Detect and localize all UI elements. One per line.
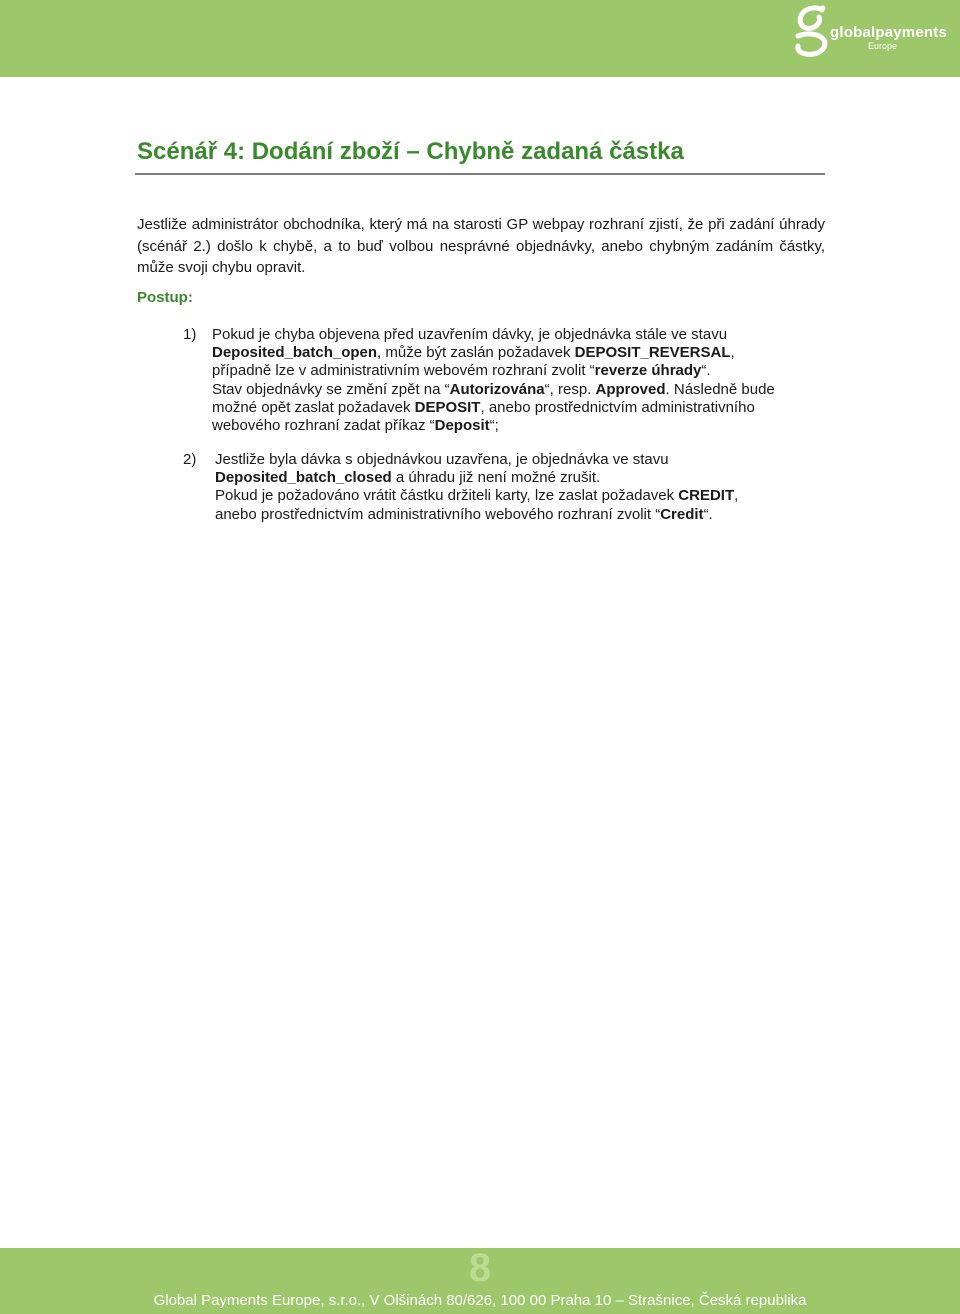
list-item-text <box>212 326 775 435</box>
footer-address: Global Payments Europe, s.r.o., V Olšinách 80/626, 100 00 Praha 10 – Strašnice, Česká republika <box>153 1292 807 1309</box>
text-run: případně lze v administrativním webovém rozhraní zvolit “ <box>212 362 595 380</box>
action-term: reverze úhrady <box>594 362 702 380</box>
text-line <box>215 469 738 487</box>
request-term: CREDIT <box>678 487 735 505</box>
status-term: Deposited_batch_open <box>212 344 378 362</box>
text-line <box>215 487 738 505</box>
text-run: “. <box>701 362 711 380</box>
request-term: DEPOSIT_REVERSAL <box>574 344 731 362</box>
text-run: , <box>734 487 739 505</box>
text-run: , <box>730 344 735 362</box>
status-term: Deposited_batch_closed <box>215 469 392 487</box>
logo-subtext: Europe <box>868 41 898 51</box>
page-title: Scénář 4: Dodání zboží – Chybně zadaná částka <box>137 138 684 165</box>
text-line <box>212 326 775 344</box>
text-run: . Následně bude <box>665 380 775 398</box>
text-run: Jestliže byla dávka s objednávkou uzavřena, je objednávka ve stavu <box>215 451 669 468</box>
request-term: DEPOSIT <box>414 398 481 416</box>
title-divider <box>135 173 825 175</box>
text-line <box>212 399 775 417</box>
text-run: Stav objednávky se změní zpět na “ <box>212 380 450 398</box>
list-item-number: 1) <box>183 326 197 343</box>
intro-paragraph: Jestliže administrátor obchodníka, který má na starosti GP webpay rozhraní zjistí, že při zadání úhrady (scénář 2.) došlo k chybě, a to buď volbou nesprávné objednávky, anebo chybným zadáním částky, může svoji chybu opravit. <box>137 216 825 276</box>
text-line <box>215 506 738 524</box>
text-run: “, resp. <box>544 380 596 398</box>
action-term: Credit <box>660 505 704 523</box>
list-item-text <box>215 451 738 524</box>
text-line <box>212 344 775 362</box>
text-run: Pokud je požadováno vrátit částku držiteli karty, lze zaslat požadavek <box>215 487 679 505</box>
text-run: , může být zaslán požadavek <box>377 344 575 362</box>
text-run: anebo prostřednictvím administrativního webového rozhraní zvolit “ <box>215 505 661 523</box>
global-payments-logo <box>792 4 952 64</box>
status-term: Approved <box>595 380 666 398</box>
logo-text: globalpayments <box>830 24 947 41</box>
text-line <box>215 451 738 469</box>
list-item-number: 2) <box>183 451 197 468</box>
header-band <box>0 0 960 77</box>
procedure-heading: Postup: <box>137 289 193 306</box>
text-line <box>212 417 775 435</box>
text-line <box>212 381 775 399</box>
text-run: a úhradu již není možné zrušit. <box>391 469 601 487</box>
text-run: Pokud je chyba objevena před uzavřením dávky, je objednávka stále ve stavu <box>212 326 728 343</box>
logo-g-icon <box>792 4 832 62</box>
text-line <box>212 362 775 380</box>
text-run: , anebo prostřednictvím administrativního <box>480 398 755 416</box>
text-run: webového rozhraní zadat příkaz “ <box>212 417 435 435</box>
status-term: Autorizována <box>449 380 545 398</box>
text-run: možné opět zaslat požadavek <box>212 398 415 416</box>
action-term: Deposit <box>434 417 490 435</box>
page-number: 8 <box>468 1246 492 1290</box>
text-run: “. <box>703 505 713 523</box>
text-run: “; <box>489 417 499 435</box>
